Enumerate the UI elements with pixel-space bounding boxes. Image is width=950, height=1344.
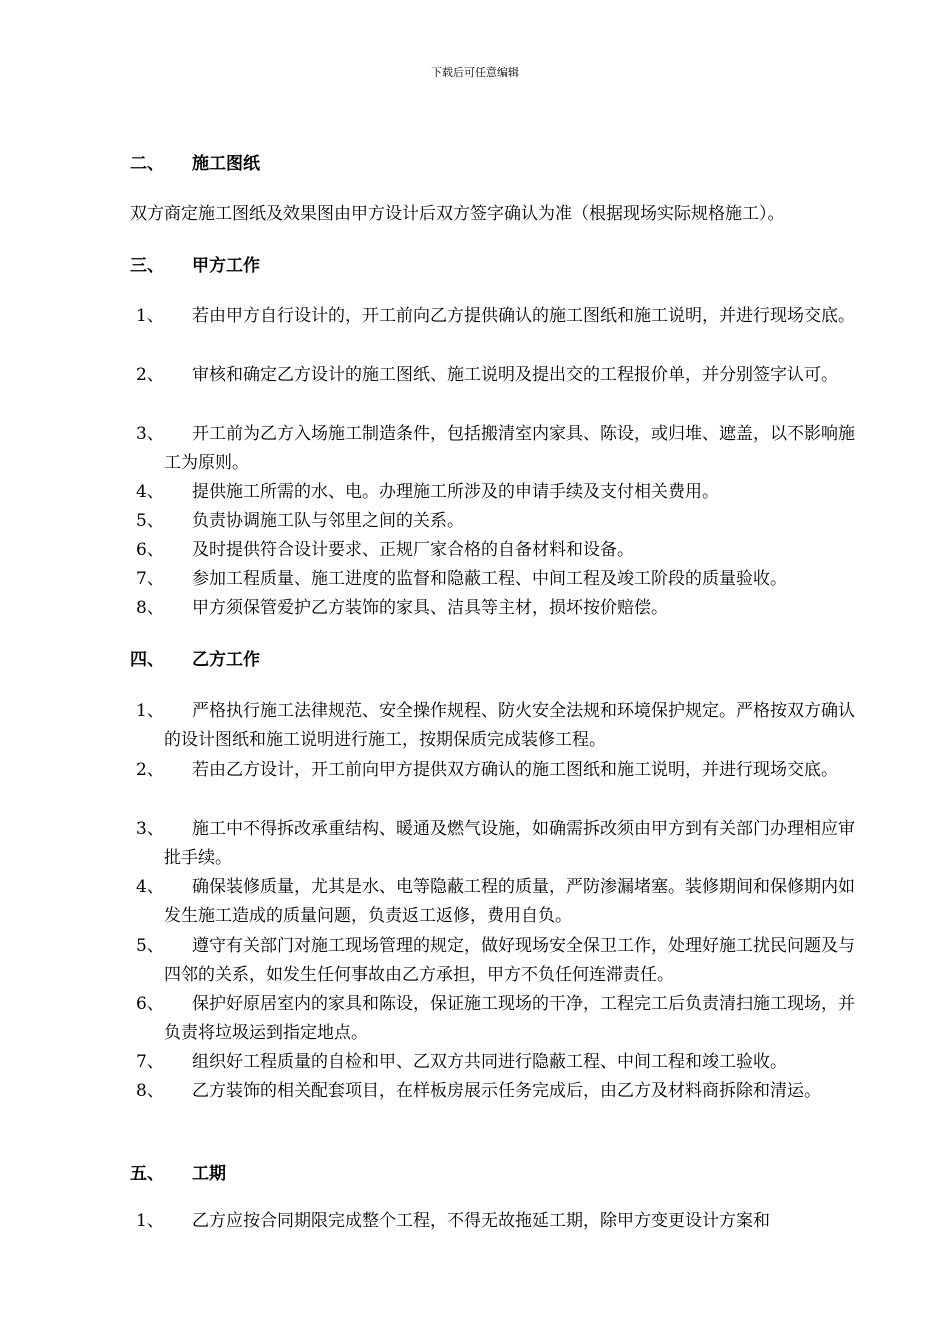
item-text: 开工前为乙方入场施工制造条件，包括搬清室内家具、陈设，或归堆、遮盖，以不影响施工为原则。 [164,424,855,473]
list-item [136,756,866,785]
item-number: 5、 [136,936,164,956]
item-number: 2、 [136,365,164,385]
list-item [136,536,866,565]
list-item [136,1207,866,1236]
section-title: 乙方工作 [192,650,260,670]
list-item [136,507,866,536]
list-item [136,815,866,873]
item-text: 甲方须保管爱护乙方装饰的家具、洁具等主材，损坏按价赔偿。 [192,598,668,618]
item-number: 6、 [136,540,164,560]
item-number: 1、 [136,1211,164,1231]
section-title: 施工图纸 [192,154,260,174]
list-item [136,873,866,931]
list-item [136,478,866,507]
section-heading-3 [130,256,260,276]
list-item [136,697,866,755]
section-number: 五、 [130,1164,164,1184]
item-number: 8、 [136,598,164,618]
section-title: 工期 [192,1164,226,1184]
item-number: 1、 [136,701,164,721]
list-item [136,302,866,331]
item-text: 若由乙方设计，开工前向甲方提供双方确认的施工图纸和施工说明，并进行现场交底。 [192,760,838,780]
item-number: 8、 [136,1081,164,1101]
item-text: 负责协调施工队与邻里之间的关系。 [192,511,464,531]
section-number: 三、 [130,256,164,276]
section-number: 二、 [130,154,164,174]
item-text: 若由甲方自行设计的，开工前向乙方提供确认的施工图纸和施工说明，并进行现场交底。 [192,306,855,326]
list-item [136,565,866,594]
item-number: 4、 [136,877,164,897]
item-text: 乙方装饰的相关配套项目，在样板房展示任务完成后，由乙方及材料商拆除和清运。 [192,1081,821,1101]
item-text: 确保装修质量，尤其是水、电等隐蔽工程的质量，严防渗漏堵塞。装修期间和保修期内如发生施工造成的质量问题，负责返工返修，费用自负。 [164,877,855,926]
list-item [136,420,866,478]
item-number: 4、 [136,482,164,502]
item-text: 审核和确定乙方设计的施工图纸、施工说明及提出交的工程报价单，并分别签字认可。 [192,365,838,385]
item-text: 施工中不得拆改承重结构、暖通及燃气设施，如确需拆改须由甲方到有关部门办理相应审批手续。 [164,819,855,868]
list-item [136,1048,866,1077]
item-text: 参加工程质量、施工进度的监督和隐蔽工程、中间工程及竣工阶段的质量验收。 [192,569,787,589]
section-heading-5 [130,1164,226,1184]
item-number: 7、 [136,1052,164,1072]
item-number: 5、 [136,511,164,531]
page-header: 下载后可任意编辑 [431,66,519,79]
item-text: 乙方应按合同期限完成整个工程，不得无故拖延工期，除甲方变更设计方案和 [192,1211,770,1231]
item-number: 1、 [136,306,164,326]
item-text: 保护好原居室内的家具和陈设，保证施工现场的干净，工程完工后负责清扫施工现场，并负责将垃圾运到指定地点。 [164,994,855,1043]
list-item [136,594,866,623]
item-number: 3、 [136,819,164,839]
section-heading-2 [130,154,260,174]
item-number: 7、 [136,569,164,589]
item-number: 2、 [136,760,164,780]
section-number: 四、 [130,650,164,670]
section-heading-4 [130,650,260,670]
item-text: 严格执行施工法律规范、安全操作规程、防火安全法规和环境保护规定。严格按双方确认的设计图纸和施工说明进行施工，按期保质完成装修工程。 [164,701,855,750]
item-number: 3、 [136,424,164,444]
item-text: 及时提供符合设计要求、正规厂家合格的自备材料和设备。 [192,540,634,560]
list-item [136,361,866,390]
list-item [136,1077,866,1106]
list-item [136,990,866,1048]
list-item [136,932,866,990]
item-text: 遵守有关部门对施工现场管理的规定，做好现场安全保卫工作，处理好施工扰民问题及与四邻的关系，如发生任何事故由乙方承担，甲方不负任何连滞责任。 [164,936,855,985]
item-text: 组织好工程质量的自检和甲、乙双方共同进行隐蔽工程、中间工程和竣工验收。 [192,1052,787,1072]
section-paragraph: 双方商定施工图纸及效果图由甲方设计后双方签字确认为准（根据现场实际规格施工）。 [130,204,785,224]
item-text: 提供施工所需的水、电。办理施工所涉及的申请手续及支付相关费用。 [192,482,719,502]
section-title: 甲方工作 [192,256,260,276]
item-number: 6、 [136,994,164,1014]
